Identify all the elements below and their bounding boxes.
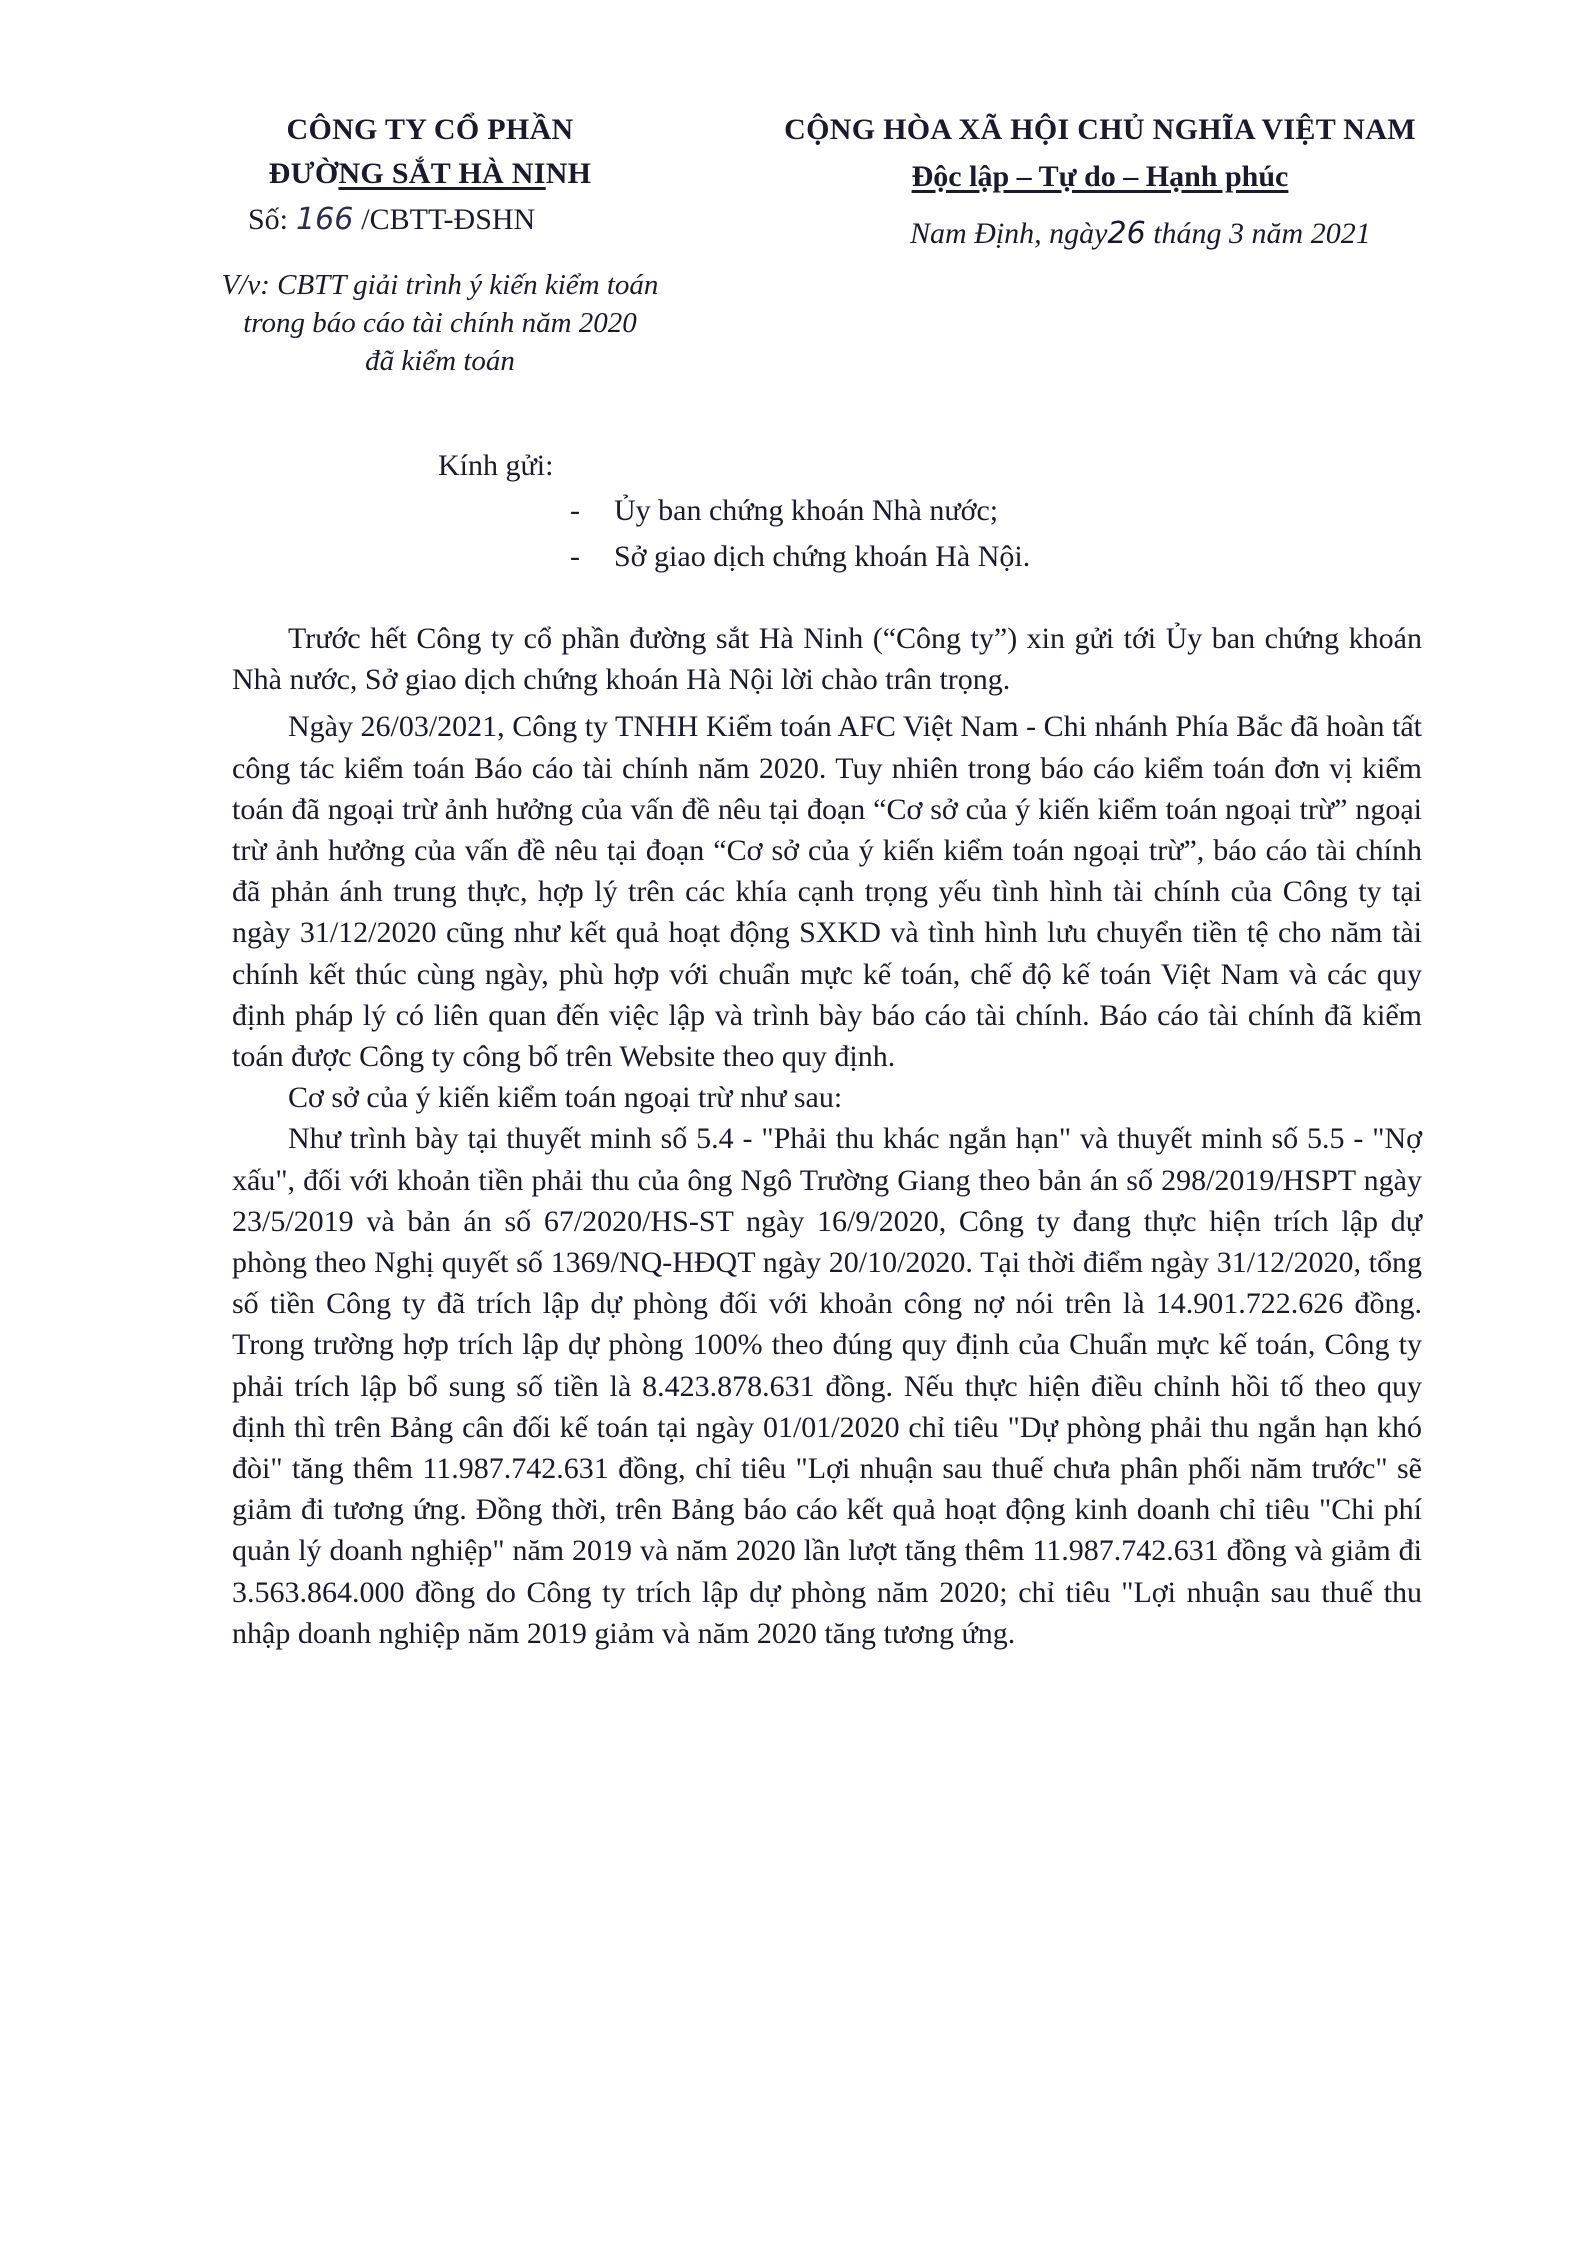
body-paragraph-basis-heading: Cơ sở của ý kiến kiểm toán ngoại trừ như sau: <box>288 1081 843 1115</box>
nation-motto: Độc lập – Tự do – Hạnh phúc <box>911 160 1289 193</box>
handwritten-number: 166 <box>296 202 354 237</box>
recipient-list <box>570 488 1030 580</box>
letter-body <box>232 618 1422 1654</box>
company-header <box>200 108 660 196</box>
company-name-line1: CÔNG TY CỔ PHẦN <box>286 113 574 146</box>
greeting: Kính gửi: <box>438 449 554 482</box>
body-paragraph-basis-detail: Như trình bày tại thuyết minh số 5.4 - "Phải thu khác ngắn hạn" và thuyết minh số 5.5 - "Nợ xấu", đối với khoản tiền phải thu của ông Ngô Trường Giang theo bản án số 298/2019/HSPT ngày 23/5/2019 và bản án số 67/2020/HS-ST ngày 16/9/2020, Công ty đang thực hiện trích lập dự phòng theo Nghị quyết số 1369/NQ-HĐQT ngày 20/10/2020. Tại thời điểm ngày 31/12/2020, tổng số tiền Công ty đã trích lập dự phòng đối với khoản công nợ nói trên là 14.901.722.626 đồng. Trong trường hợp trích lập dự phòng 100% theo đúng quy định của Chuẩn mực kế toán, Công ty phải trích lập bổ sung số tiền là 8.423.878.631 đồng. Nếu thực hiện điều chỉnh hồi tố theo quy định thì trên Bảng cân đối kế toán tại ngày 01/01/2020 chỉ tiêu "Dự phòng phải thu ngắn hạn khó đòi" tăng thêm 11.987.742.631 đồng, chỉ tiêu "Lợi nhuận sau thuế chưa phân phối năm trước" sẽ giảm đi tương ứng. Đồng thời, trên Bảng báo cáo kết quả hoạt động kinh doanh chỉ tiêu "Chi phí quản lý doanh nghiệp" năm 2019 và năm 2020 lần lượt tăng thêm 11.987.742.631 đồng và giảm đi 3.563.864.000 đồng do Công ty trích lập dự phòng năm 2020; chỉ tiêu "Lợi nhuận sau thuế thu nhập doanh nghiệp năm 2019 giảm và năm 2020 tăng tương ứng. <box>232 1122 1422 1650</box>
document-number: Số: 166 /CBTT-ĐSHN <box>248 202 536 237</box>
nation-title: CỘNG HÒA XÃ HỘI CHỦ NGHĨA VIỆT NAM <box>784 113 1416 146</box>
handwritten-day: 26 <box>1107 216 1146 251</box>
company-name-line2: ĐƯỜNG SẮT HÀ NINH <box>268 157 592 190</box>
document-date: Nam Định, ngày26 tháng 3 năm 2021 <box>910 216 1371 251</box>
subject-line3: đã kiểm toán <box>365 345 515 377</box>
subject-line2: trong báo cáo tài chính năm 2020 <box>243 307 637 339</box>
subject-line1: V/v: CBTT giải trình ý kiến kiểm toán <box>221 269 659 301</box>
recipient-item: - Ủy ban chứng khoán Nhà nước; <box>570 488 1030 534</box>
nation-header <box>760 108 1440 202</box>
subject-block <box>160 266 720 380</box>
body-paragraph-audit-summary: Ngày 26/03/2021, Công ty TNHH Kiểm toán AFC Việt Nam - Chi nhánh Phía Bắc đã hoàn tất công tác kiểm toán Báo cáo tài chính năm 2020. Tuy nhiên trong báo cáo kiểm toán đơn vị kiểm toán đã ngoại trừ ảnh hưởng của vấn đề nêu tại đoạn “Cơ sở của ý kiến kiểm toán ngoại trừ” ngoại trừ ảnh hưởng của vấn đề nêu tại đoạn “Cơ sở của ý kiến kiểm toán ngoại trừ”, báo cáo tài chính đã phản ánh trung thực, hợp lý trên các khía cạnh trọng yếu tình hình tài chính của Công ty tại ngày 31/12/2020 cũng như kết quả hoạt động SXKD và tình hình lưu chuyển tiền tệ cho năm tài chính kết thúc cùng ngày, phù hợp với chuẩn mực kế toán, chế độ kế toán Việt Nam và các quy định pháp lý có liên quan đến việc lập và trình bày báo cáo tài chính. Báo cáo tài chính đã kiểm toán được Công ty công bố trên Website theo quy định. <box>232 710 1422 1074</box>
body-paragraph-intro: Trước hết Công ty cổ phần đường sắt Hà Ninh (“Công ty”) xin gửi tới Ủy ban chứng khoán Nhà nước, Sở giao dịch chứng khoán Hà Nội lời chào trân trọng. <box>232 622 1422 697</box>
recipient-item: - Sở giao dịch chứng khoán Hà Nội. <box>570 534 1030 580</box>
